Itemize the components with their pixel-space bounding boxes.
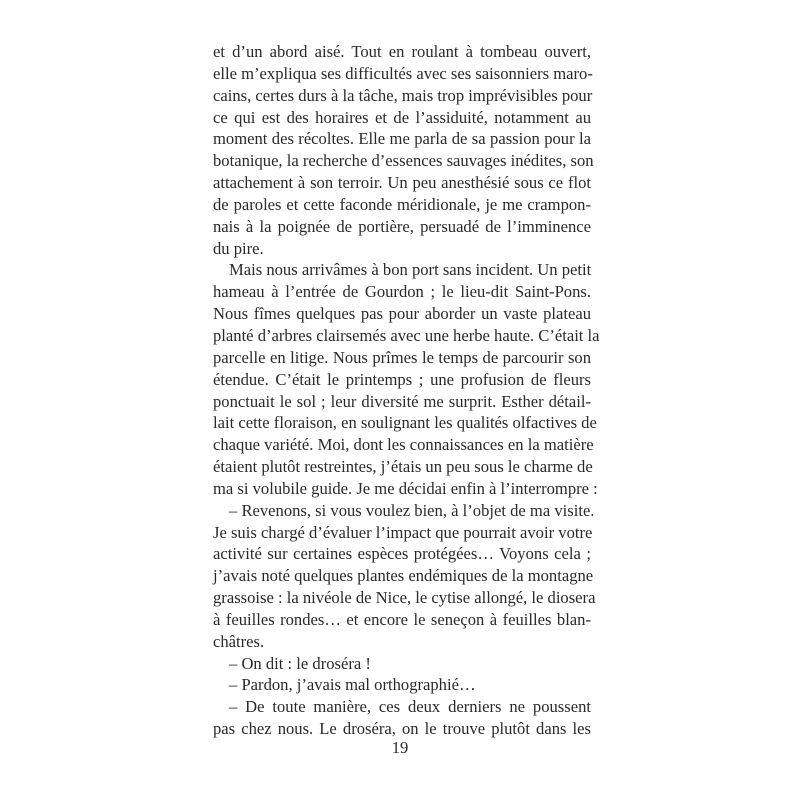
text-line: activité sur certaines espèces protégées… Voyons cela ; [213,544,591,564]
text-line: du pire. [213,238,264,258]
text-line: – Revenons, si vous voulez bien, à l’objet de ma visite. [229,500,595,520]
text-line: chaque variété. Moi, dont les connaissances en la matière [213,435,594,455]
text-line: châtres. [213,631,265,651]
text-line: Mais nous arrivâmes à bon port sans incident. Un petit [229,260,592,280]
text-line: hameau à l’entrée de Gourdon ; le lieu-dit Saint-Pons. [213,282,591,302]
text-line: Je suis chargé d’évaluer l’impact que pourrait avoir votre [213,522,593,542]
text-line: de paroles et cette faconde méridionale, je me crampon- [213,194,591,214]
text-line: j’avais noté quelques plantes endémiques de la montagne [213,566,594,586]
text-line: parcelle en litige. Nous prîmes le temps de parcourir son [213,347,591,367]
text-line: nais à la poignée de portière, persuadé de l’imminence [213,216,591,236]
text-line: – On dit : le droséra ! [229,653,371,673]
text-line: Nous fîmes quelques pas pour aborder un vaste plateau [213,304,591,324]
body-text [213,41,600,740]
text-line: à feuilles rondes… et encore le seneçon à feuilles blan- [213,609,591,629]
text-line: étendue. C’était le printemps ; une profusion de fleurs [213,369,591,389]
text-line: ce qui est des horaires et de l’assiduité, notamment au [213,107,591,127]
text-line: moment des récoltes. Elle me parla de sa passion pour la [213,129,591,149]
text-line: cains, certes durs à la tâche, mais trop imprévisibles pour [213,85,593,105]
page-number: 19 [391,738,409,757]
text-line: pas chez nous. Le droséra, on le trouve plutôt dans les [213,719,591,739]
text-line: – Pardon, j’avais mal orthographié… [229,675,476,695]
text-line: et d’un abord aisé. Tout en roulant à tombeau ouvert, [213,42,591,61]
text-line: botanique, la recherche d’essences sauvages inédites, son [213,151,594,171]
text-line: ponctuait le sol ; leur diversité me surprit. Esther détail- [213,391,591,411]
text-line: lait cette floraison, en soulignant les qualités olfactives de [213,413,597,433]
text-line: grassoise : la nivéole de Nice, le cytise allongé, le diosera [213,588,596,608]
text-line: elle m’expliqua ses difficultés avec ses saisonniers maro- [213,63,593,83]
text-line: planté d’arbres clairsemés avec une herbe haute. C’était la [213,325,600,345]
text-line: ma si volubile guide. Je me décidai enfin à l’interrompre : [213,478,598,498]
text-line: étaient plutôt restreintes, j’étais un peu sous le charme de [213,457,593,477]
text-line: attachement à son terroir. Un peu anesthésié sous ce flot [213,173,591,193]
text-line: – De toute manière, ces deux derniers ne poussent [229,697,591,717]
